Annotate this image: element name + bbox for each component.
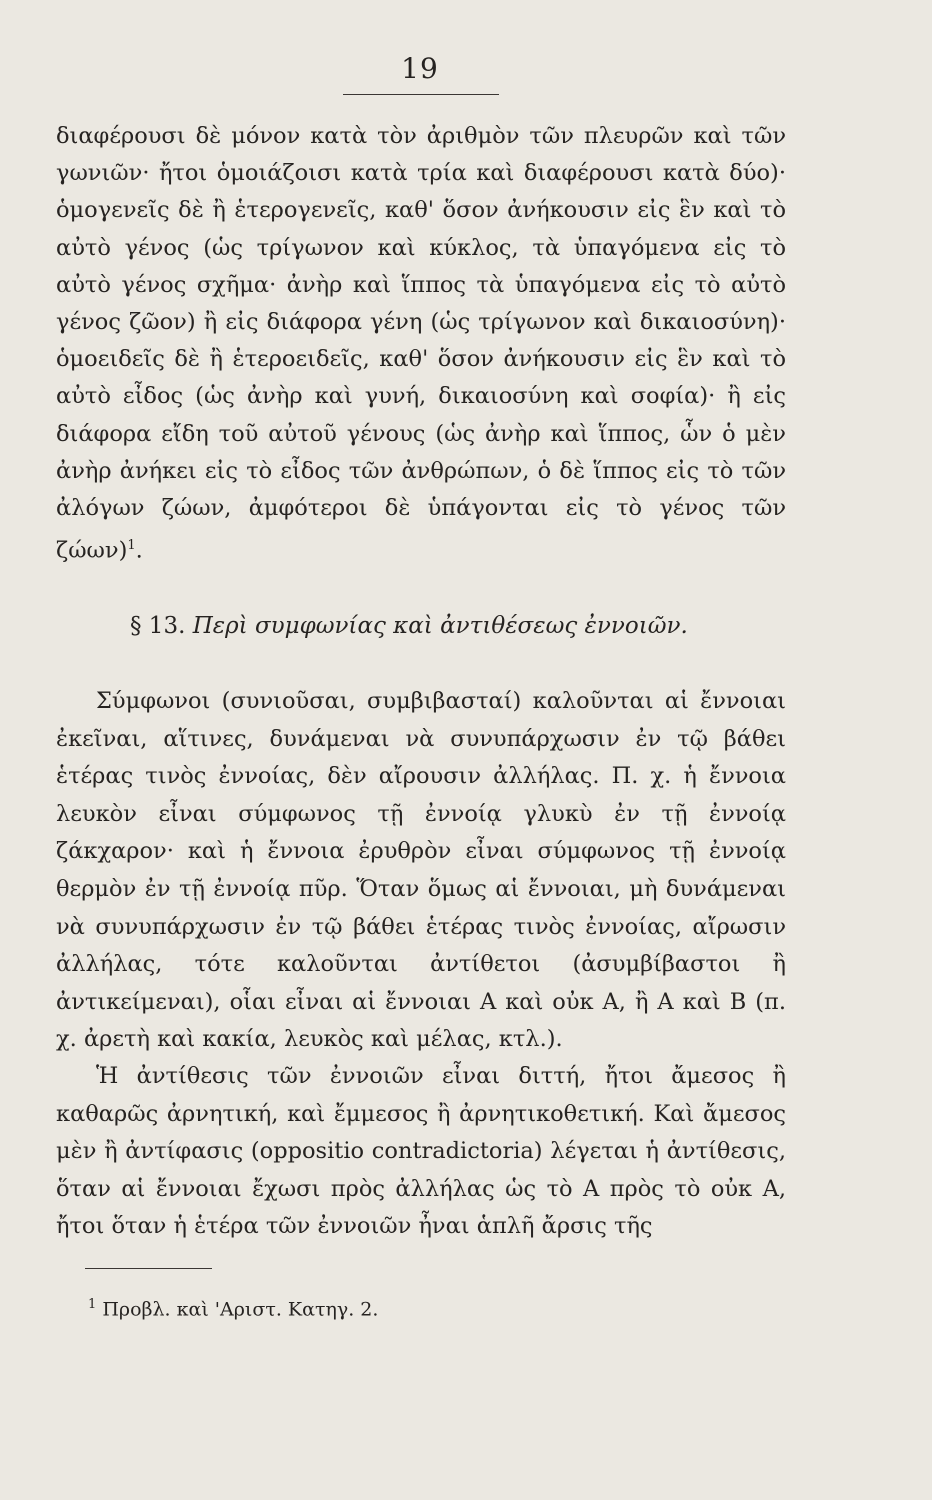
paragraph-continuation-text: διαφέρουσι δὲ μόνον κατὰ τὸν ἀριθμὸν τῶν πλευρῶν καὶ τῶν γωνιῶν· ἤτοι ὁμοιάζοισι κατὰ τρία καὶ διαφέρουσι κατὰ δύο)· ὁμογενεῖς δὲ ἢ ἑτερογενεῖς, καθ' ὅσον ἀνήκουσιν εἰς ἓν καὶ τὸ αὐτὸ γένος (ὡς τρίγωνον καὶ κύκλος, τὰ ὑπαγόμενα εἰς τὸ αὐτὸ γένος σχῆμα· ἀνὴρ καὶ ἵππος τὰ ὑπαγόμενα εἰς τὸ αὐτὸ γένος ζῶον) ἢ εἰς διάφορα γένη (ὡς τρίγωνον καὶ δικαιοσύνη)· ὁμοειδεῖς δὲ ἢ ἑτεροειδεῖς, καθ' ὅσον ἀνήκουσιν εἰς ἓν καὶ τὸ αὐτὸ εἶδος (ὡς ἀνὴρ καὶ γυνή, δικαιοσύνη καὶ σοφία)· ἢ εἰς διάφορα εἴδη τοῦ αὐτοῦ γένους (ὡς ἀνὴρ καὶ ἵππος, ὧν ὁ μὲν ἀνὴρ ἀνήκει εἰς τὸ εἶδος τῶν ἀνθρώπων, ὁ δὲ ἵππος εἰς τὸ τῶν ἀλόγων ζώων, ἀμφότεροι δὲ ὑπάγονται εἰς τὸ γένος τῶν ζώων) xyxy=(56,123,786,564)
paragraph-symfonoi: Σύμφωνοι (συνιοῦσαι, συμβιβασταί) καλοῦνται αἱ ἔννοιαι ἐκεῖναι, αἵτινες, δυνάμεναι νὰ συνυπάρχωσιν ἐν τῷ βάθει ἑτέρας τινὸς ἐννοίας, δὲν αἴρουσιν ἀλλήλας. Π. χ. ἡ ἔννοια λευκὸν εἶναι σύμφωνος τῇ ἐννοίᾳ γλυκὺ ἐν τῇ ἐννοίᾳ ζάκχαρον· καὶ ἡ ἔννοια ἐρυθρὸν εἶναι σύμφωνος τῇ ἐννοίᾳ θερμὸν ἐν τῇ ἐννοίᾳ πῦρ. Ὅταν ὅμως αἱ ἔννοιαι, μὴ δυνάμεναι νὰ συνυπάρχωσιν ἐν τῷ βάθει ἑτέρας τινὸς ἐννοίας, αἴρωσιν ἀλλήλας, τότε καλοῦνται ἀντίθετοι (ἀσυμβίβαστοι ἢ ἀντικείμεναι), οἷαι εἶναι αἱ ἔννοιαι Α καὶ οὐκ Α, ἢ Α καὶ Β (π. χ. ἀρετὴ καὶ κακία, λευκὸς καὶ μέλας, κτλ.). xyxy=(56,688,786,1053)
footnote xyxy=(88,1292,378,1322)
section-number: § 13. xyxy=(130,613,186,639)
footnote-rule xyxy=(85,1268,212,1269)
footnote-text: Προβλ. καὶ 'Αριστ. Κατηγ. 2. xyxy=(102,1298,379,1321)
section-title: Περὶ συμφωνίας καὶ ἀντιθέσεως ἐννοιῶν. xyxy=(192,613,688,639)
paragraph-end-punctuation: . xyxy=(135,537,143,564)
paragraph-antithesis: Ἡ ἀντίθεσις τῶν ἐννοιῶν εἶναι διττή, ἤτοι ἄμεσος ἢ καθαρῶς ἀρνητική, καὶ ἔμμεσος ἢ ἀρνητικοθετική. Καὶ ἄμεσος μὲν ἢ ἀντίφασις (oppositio contradictoria) λέγεται ἡ ἀντίθεσις, ὅταν αἱ ἔννοιαι ἔχωσι πρὸς ἀλλήλας ὡς τὸ Α πρὸς τὸ οὐκ Α, ἤτοι ὅταν ἡ ἑτέρα τῶν ἐννοιῶν ἦναι ἁπλῆ ἄρσις τῆς xyxy=(56,1063,786,1240)
page-number: 19 xyxy=(401,52,439,85)
footnote-reference: 1 xyxy=(127,538,136,554)
header-rule xyxy=(343,94,499,95)
paragraph-continuation xyxy=(56,118,786,570)
footnote-marker: 1 xyxy=(88,1297,97,1312)
section-heading xyxy=(130,606,750,646)
